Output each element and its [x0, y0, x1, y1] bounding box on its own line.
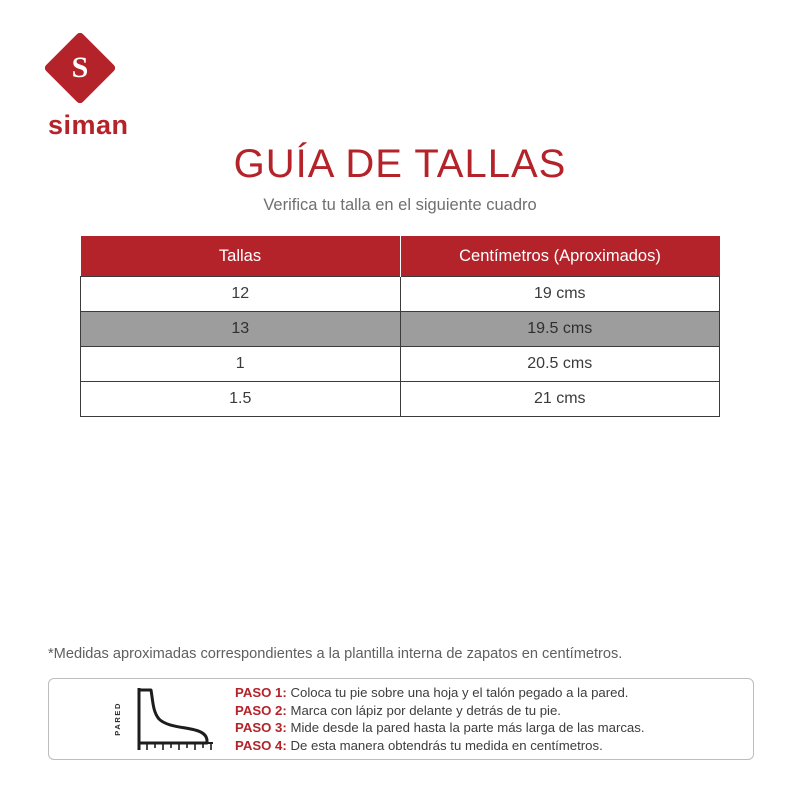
size-table	[80, 236, 720, 417]
foot-measure-icon	[133, 686, 217, 752]
cell-cms: 20.5 cms	[400, 347, 720, 382]
cell-cms: 19.5 cms	[400, 312, 720, 347]
steps-list	[235, 684, 753, 754]
cell-cms: 19 cms	[400, 277, 720, 312]
step-item	[235, 737, 753, 755]
step-text: Marca con lápiz por delante y detrás de tu pie.	[290, 702, 561, 718]
table-row	[81, 347, 720, 382]
step-text: Mide desde la pared hasta la parte más larga de las marcas.	[290, 720, 645, 735]
step-item	[235, 684, 753, 702]
step-text: De esta manera obtendrás tu medida en centímetros.	[290, 737, 603, 753]
page-title: GUÍA DE TALLAS	[233, 142, 567, 186]
step-label: PASO 4:	[235, 737, 287, 753]
table-row	[81, 382, 720, 417]
footnote-text: *Medidas aproximadas correspondientes a la plantilla interna de zapatos en centímetros.	[48, 646, 623, 662]
table-row	[81, 312, 720, 347]
step-label: PASO 2:	[235, 702, 287, 718]
cell-talla: 12	[81, 277, 401, 312]
measure-instructions-box	[48, 678, 754, 760]
step-label: PASO 3:	[235, 720, 287, 735]
cell-cms: 21 cms	[400, 382, 720, 417]
cell-talla: 13	[81, 312, 401, 347]
table-row	[81, 277, 720, 312]
cell-talla: 1	[81, 347, 401, 382]
siman-diamond-icon	[43, 31, 117, 105]
brand-wordmark: siman	[48, 110, 129, 140]
cell-talla: 1.5	[81, 382, 401, 417]
column-header-centimetros: Centímetros (Aproximados)	[400, 236, 720, 277]
column-header-tallas: Tallas	[81, 236, 401, 277]
brand-logo	[48, 42, 208, 141]
step-item	[235, 719, 753, 737]
step-text: Coloca tu pie sobre una hoja y el talón pegado a la pared.	[290, 685, 629, 700]
step-label: PASO 1:	[235, 685, 287, 700]
logo-letter: S	[71, 51, 89, 84]
page-subtitle: Verifica tu talla en el siguiente cuadro	[263, 196, 537, 214]
table-header-row	[81, 236, 720, 277]
wall-label: PARED	[113, 702, 122, 736]
step-item	[235, 702, 753, 720]
